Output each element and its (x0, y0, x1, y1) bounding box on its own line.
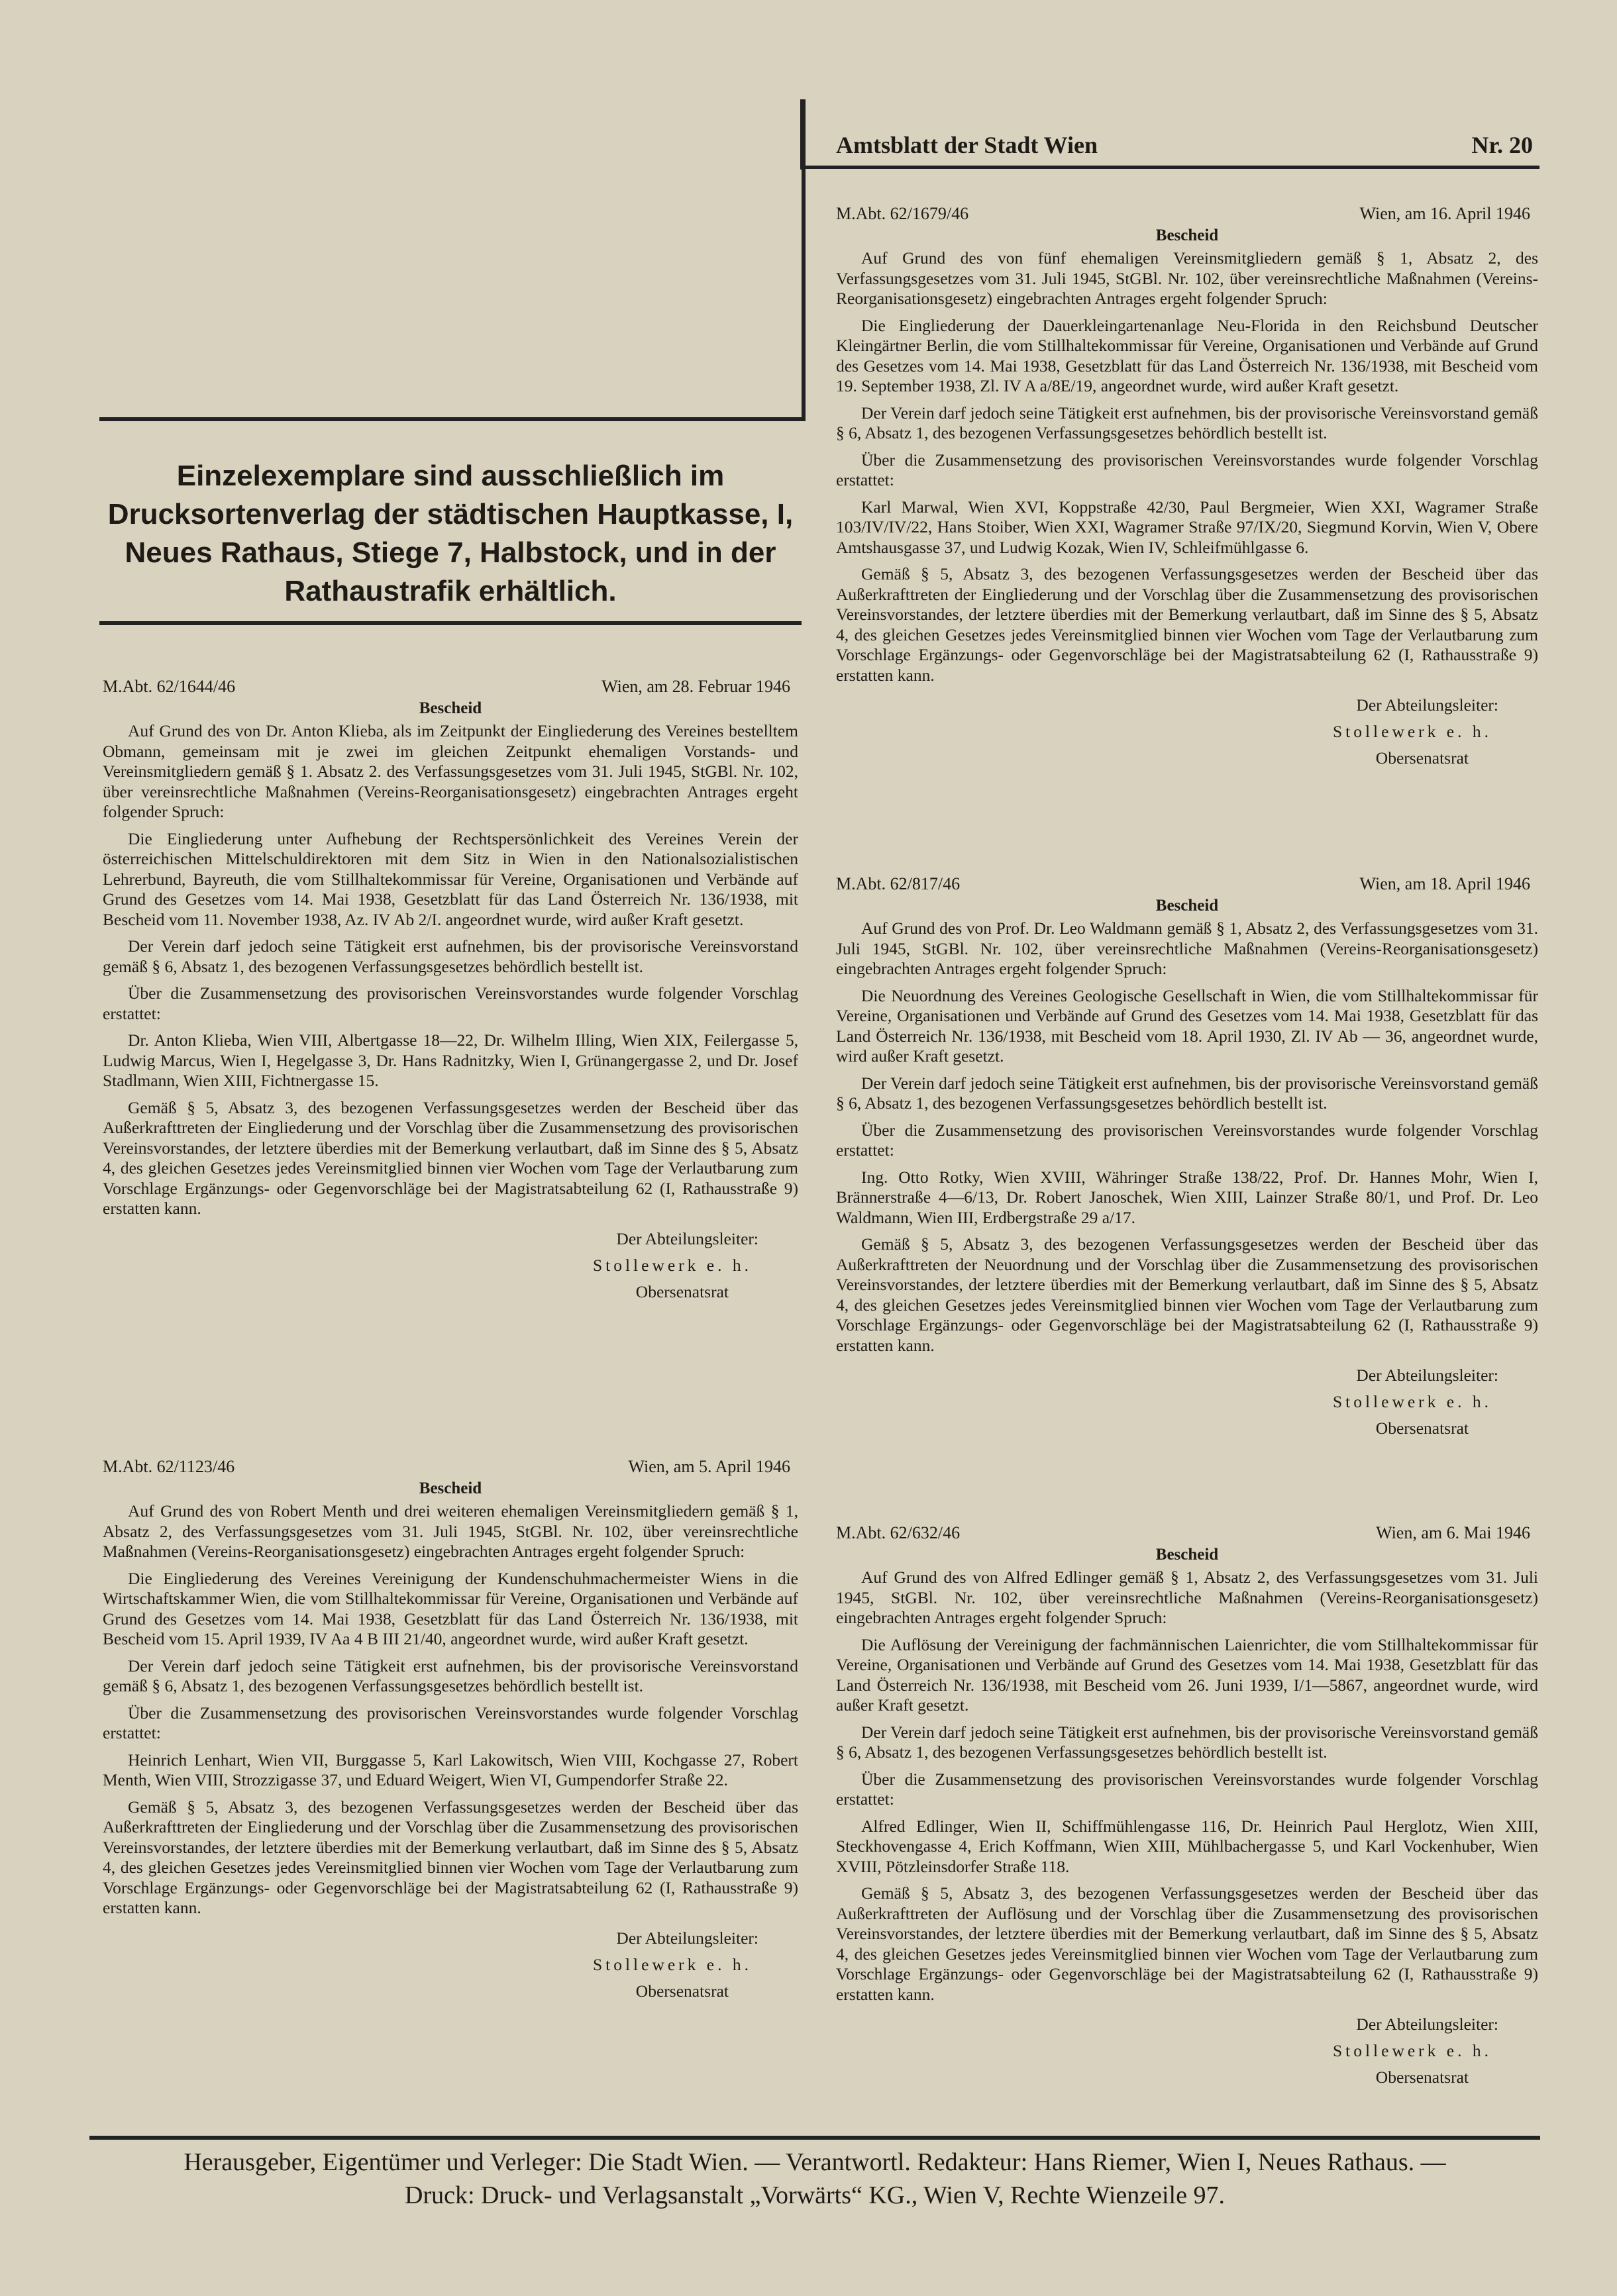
signature-role: Der Abteilungsleiter: (1356, 1366, 1498, 1385)
decision-meta (103, 1457, 798, 1477)
decision-paragraph: Gemäß § 5, Absatz 3, des bezogenen Verfassungsgesetzes werden der Bescheid über das Außerkrafttreten der Neuordnung und der Vorschlag über die Zusammensetzung des provisorischen Vereinsvorstandes, der letztere überdies mit der Bemerkung verlautbart, daß im Sinne des § 5, Absatz 4, des gleichen Gesetzes jedes Vereinsmitglied binnen vier Wochen vom Tage der Verlautbarung zum Vorschlage Ergänzungs- oder Gegenvorschläge bei der Magistratsabteilung 62 (I, Rathausstraße 9) erstatten kann. (836, 1234, 1538, 1355)
decision-paragraph: Auf Grund des von Alfred Edlinger gemäß § 1, Absatz 2, des Verfassungsgesetzes vom 31. Juli 1945, StGBl. Nr. 102, über vereinsrechtliche Maßnahmen (Vereins-Reorganisationsgesetz) eingebrachten Antrages ergeht folgender Spruch: (836, 1568, 1538, 1627)
decision-paragraph: Gemäß § 5, Absatz 3, des bezogenen Verfassungsgesetzes werden der Bescheid über das Außerkrafttreten der Eingliederung und der Vorschlag über die Zusammensetzung des provisorischen Vereinsvorstandes, der letztere überdies mit der Bemerkung verlautbart, daß im Sinne des § 5, Absatz 4, des gleichen Gesetzes jedes Vereinsmitglied binnen vier Wochen vom Tage der Verlautbarung zum Vorschlage Ergänzungs- oder Gegenvorschläge bei der Magistratsabteilung 62 (I, Rathausstraße 9) erstatten kann. (103, 1797, 798, 1917)
imprint-line: Druck: Druck- und Verlagsanstalt „Vorwärts“ KG., Wien V, Rechte Wienzeile 97. (405, 2181, 1225, 2209)
decision-ref: M.Abt. 62/632/46 (836, 1523, 961, 1542)
decision-paragraph: Der Verein darf jedoch seine Tätigkeit erst aufnehmen, bis der provisorische Vereinsvorstand gemäß § 6, Absatz 1, des bezogenen Verfassungsgesetzes behördlich bestellt ist. (836, 403, 1538, 442)
imprint (89, 2146, 1540, 2212)
decision-title: Bescheid (1155, 226, 1219, 244)
signature-rank: Obersenatsrat (635, 1981, 729, 2001)
notice-rule (99, 621, 802, 625)
decision-block (836, 204, 1538, 772)
decision-paragraph: Über die Zusammensetzung des provisorischen Vereinsvorstandes wurde folgender Vorschlag erstattet: (836, 450, 1538, 489)
decision-ref: M.Abt. 62/1679/46 (836, 204, 969, 223)
decision-paragraph: Über die Zusammensetzung des provisorischen Vereinsvorstandes wurde folgender Vorschlag erstattet: (836, 1769, 1538, 1809)
decision-paragraph: Die Eingliederung des Vereines Vereinigung der Kundenschuhmachermeister Wiens in die Wirtschaftskammer Wien, die vom Stillhaltekommissar für Vereine, Organisationen und Verbände auf Grund des Gesetzes vom 14. Mai 1938, Gesetzblatt für das Land Österreich Nr. 136/1938, mit Bescheid vom 15. April 1939, IV Aa 4 B III 21/40, angeordnet wurde, wird außer Kraft gesetzt. (103, 1568, 798, 1648)
decision-ref: M.Abt. 62/1644/46 (103, 677, 236, 696)
decision-paragraph: Gemäß § 5, Absatz 3, des bezogenen Verfassungsgesetzes werden der Bescheid über das Außerkrafttreten der Eingliederung und der Vorschlag über die Zusammensetzung des provisorischen Vereinsvorstandes, der letztere überdies mit der Bemerkung verlautbart, daß im Sinne des § 5, Absatz 4, des gleichen Gesetzes jedes Vereinsmitglied binnen vier Wochen vom Tage der Verlautbarung zum Vorschlage Ergänzungs- oder Gegenvorschläge bei der Magistratsabteilung 62 (I, Rathausstraße 9) erstatten kann. (103, 1097, 798, 1218)
signature-name: Stollewerk e. h. (592, 1954, 752, 1974)
decision-date: Wien, am 16. April 1946 (1359, 204, 1530, 223)
signature-rank: Obersenatsrat (1375, 748, 1469, 768)
decision-date: Wien, am 28. Februar 1946 (601, 677, 790, 696)
signature-rank: Obersenatsrat (1375, 1419, 1469, 1438)
signature-role: Der Abteilungsleiter: (616, 1928, 758, 1948)
decision-ref: M.Abt. 62/817/46 (836, 874, 961, 893)
signature-name: Stollewerk e. h. (1332, 2041, 1492, 2060)
decision-meta (836, 1523, 1538, 1544)
decision-meta (836, 204, 1538, 225)
decision-title: Bescheid (1155, 1545, 1219, 1564)
decision-block (836, 874, 1538, 1442)
notice-text: Einzelexemplare sind ausschließlich im Drucksortenverlag der städtischen Hauptkasse, I, Neues Rathaus, Stiege 7, Halbstock, und in der Rathaustrafik erhältlich. (107, 460, 794, 607)
decision-block (836, 1523, 1538, 2091)
decision-paragraph: Der Verein darf jedoch seine Tätigkeit erst aufnehmen, bis der provisorische Vereinsvorstand gemäß § 6, Absatz 1, des bezogenen Verfassungsgesetzes behördlich bestellt ist. (836, 1073, 1538, 1113)
header-title: Amtsblatt der Stadt Wien (836, 132, 1098, 158)
decision-paragraph: Heinrich Lenhart, Wien VII, Burggasse 5, Karl Lakowitsch, Wien VIII, Kochgasse 27, Robert Menth, Wien VIII, Strozzigasse 37, und Eduard Weigert, Wien VI, Gumpendorfer Straße 22. (103, 1750, 798, 1789)
decision-paragraph: Gemäß § 5, Absatz 3, des bezogenen Verfassungsgesetzes werden der Bescheid über das Außerkrafttreten der Auflösung und der Vorschlag über die Zusammensetzung des provisorischen Vereinsvorstandes, der letztere überdies mit der Bemerkung verlautbart, daß im Sinne des § 5, Absatz 4, des gleichen Gesetzes jedes Vereinsmitglied binnen vier Wochen vom Tage der Verlautbarung zum Vorschlage Ergänzungs- oder Gegenvorschläge bei der Magistratsabteilung 62 (I, Rathausstraße 9) erstatten kann. (836, 1883, 1538, 2004)
decision-date: Wien, am 6. Mai 1946 (1376, 1523, 1530, 1542)
signature (103, 1226, 798, 1305)
decision-paragraph: Die Eingliederung der Dauerkleingartenanlage Neu-Florida in den Reichsbund Deutscher Kleingärtner Berlin, die vom Stillhaltekommissar für Vereine, Organisationen und Verbände auf Grund des Gesetzes vom 14. Mai 1938, Gesetzblatt für das Land Österreich Nr. 136/1938, mit Bescheid vom 19. September 1938, Zl. IV A a/8E/19, angeordnet wurde, wird außer Kraft gesetzt. (836, 315, 1538, 395)
decision-paragraph: Auf Grund des von Robert Menth und drei weiteren ehemaligen Vereinsmitgliedern gemäß § 1, Absatz 2, des Verfassungsgesetzes vom 31. Juli 1945, StGBl. Nr. 102, über vereinsrechtliche Maßnahmen (Vereins-Reorganisationsgesetz) eingebrachten Antrages ergeht folgender Spruch: (103, 1501, 798, 1561)
signature-name: Stollewerk e. h. (1332, 1392, 1492, 1411)
decision-paragraph: Über die Zusammensetzung des provisorischen Vereinsvorstandes wurde folgender Vorschlag erstattet: (103, 1703, 798, 1742)
decision-paragraph: Die Neuordnung des Vereines Geologische Gesellschaft in Wien, die vom Stillhaltekommissar für Vereine, Organisationen und Verbände auf Grund des Gesetzes vom 14. Mai 1938, Gesetzblatt für das Land Österreich Nr. 136/1938, mit Bescheid vom 18. April 1930, Zl. IV Ab — 36, angeordnet wurde, wird außer Kraft gesetzt. (836, 985, 1538, 1066)
decision-paragraph: Auf Grund des von Dr. Anton Klieba, als im Zeitpunkt der Eingliederung des Vereines bestelltem Obmann, gemeinsam mit je zwei im gleichen Zeitpunkt ehemaligen Vorstands- und Vereinsmitgliedern gemäß § 1. Absatz 2. des Verfassungsgesetzes vom 31. Juli 1945, StGBl. Nr. 102, über vereinsrechtliche Maßnahmen (Vereins-Reorganisationsgesetz) eingebrachten Antrages ergeht folgender Spruch: (103, 721, 798, 821)
decision-title: Bescheid (419, 699, 482, 717)
signature-name: Stollewerk e. h. (592, 1255, 752, 1275)
signature-name: Stollewerk e. h. (1332, 722, 1492, 741)
decision-paragraph: Ing. Otto Rotky, Wien XVIII, Währinger Straße 138/22, Prof. Dr. Hannes Mohr, Wien I, Brännerstraße 4—6/13, Dr. Robert Janoschek, Wien XIII, Lainzer Straße 80/1, und Prof. Dr. Leo Waldmann, Wien III, Erdbergstraße 29 a/17. (836, 1167, 1538, 1227)
decision-meta (836, 874, 1538, 895)
decision-paragraph: Die Eingliederung unter Aufhebung der Rechtspersönlichkeit des Vereines Verein der österreichischen Mittelschuldirektoren mit dem Sitz in Wien in den Nationalsozialistischen Lehrerbund, Bayreuth, die vom Stillhaltekommissar für Vereine, Organisationen und Verbände auf Grund des Gesetzes vom 14. Mai 1938, Gesetzblatt für das Land Österreich Nr. 136/1938, mit Bescheid vom 11. November 1938, Az. IV Ab 2/I. angeordnet wurde, wird außer Kraft gesetzt. (103, 828, 798, 929)
decision-paragraph: Die Auflösung der Vereinigung der fachmännischen Laienrichter, die vom Stillhaltekommissar für Vereine, Organisationen und Verbände auf Grund des Gesetzes vom 14. Mai 1938, Gesetzblatt für das Land Österreich Nr. 136/1938, mit Bescheid vom 26. Juni 1939, I/1—5867, angeordnet wurde, wird außer Kraft gesetzt. (836, 1634, 1538, 1715)
header-number: Nr. 20 (1471, 132, 1533, 158)
decision-paragraph: Dr. Anton Klieba, Wien VIII, Albertgasse 18—22, Dr. Wilhelm Illing, Wien XIX, Feilergasse 5, Ludwig Marcus, Wien I, Hegelgasse 3, Dr. Hans Radnitzky, Wien I, Grünangergasse 2, und Dr. Josef Stadlmann, Wien XIII, Fichtnergasse 15. (103, 1030, 798, 1090)
signature (836, 1362, 1538, 1442)
decision-paragraph: Auf Grund des von Prof. Dr. Leo Waldmann gemäß § 1, Absatz 2, des Verfassungsgesetzes vom 31. Juli 1945, StGBl. Nr. 102, über vereinsrechtliche Maßnahmen (Vereins-Reorganisationsgesetz) eingebrachten Antrages ergeht folgender Spruch: (836, 919, 1538, 978)
decision-paragraph: Der Verein darf jedoch seine Tätigkeit erst aufnehmen, bis der provisorische Vereinsvorstand gemäß § 6, Absatz 1, des bezogenen Verfassungsgesetzes behördlich bestellt ist. (103, 936, 798, 976)
page-header (804, 126, 1539, 169)
decision-paragraph: Gemäß § 5, Absatz 3, des bezogenen Verfassungsgesetzes werden der Bescheid über das Außerkrafttreten der Eingliederung und der Vorschlag über die Zusammensetzung des provisorischen Vereinsvorstandes, der letztere überdies mit der Bemerkung verlautbart, daß im Sinne des § 5, Absatz 4, des gleichen Gesetzes jedes Vereinsmitglied binnen vier Wochen vom Tage der Verlautbarung zum Vorschlage Ergänzungs- oder Gegenvorschläge bei der Magistratsabteilung 62 (I, Rathausstraße 9) erstatten kann. (836, 564, 1538, 685)
imprint-line: Herausgeber, Eigentümer und Verleger: Die Stadt Wien. — Verantwortl. Redakteur: Hans Riemer, Wien I, Neues Rathaus. — (183, 2148, 1446, 2176)
signature-role: Der Abteilungsleiter: (1356, 695, 1498, 715)
decision-meta (103, 677, 798, 697)
signature-rank: Obersenatsrat (1375, 2068, 1469, 2087)
decision-title: Bescheid (419, 1479, 482, 1497)
decision-title: Bescheid (1155, 896, 1219, 915)
signature (103, 1925, 798, 2005)
decision-block (103, 1457, 798, 2005)
decision-paragraph: Alfred Edlinger, Wien II, Schiffmühlengasse 116, Dr. Heinrich Paul Herglotz, Wien XIII, Steckhovengasse 4, Erich Koffmann, Wien XIII, Mühlbachergasse 5, und Karl Vockenhuber, Wien XVIII, Pötzleinsdorfer Straße 118. (836, 1816, 1538, 1876)
decision-date: Wien, am 18. April 1946 (1359, 874, 1530, 893)
decision-ref: M.Abt. 62/1123/46 (103, 1457, 235, 1476)
decision-paragraph: Karl Marwal, Wien XVI, Koppstraße 42/30, Paul Bergmeier, Wien XXI, Wagramer Straße 103/IV/IV/22, Hans Stoiber, Wien XXI, Wagramer Straße 97/IX/20, Siegmund Korvin, Wien V, Obere Amtshausgasse 37, und Ludwig Kozak, Wien IV, Schleifmühlgasse 6. (836, 497, 1538, 557)
signature-role: Der Abteilungsleiter: (1356, 2015, 1498, 2034)
decision-paragraph: Über die Zusammensetzung des provisorischen Vereinsvorstandes wurde folgender Vorschlag erstattet: (836, 1120, 1538, 1160)
signature (836, 2011, 1538, 2091)
decision-paragraph: Über die Zusammensetzung des provisorischen Vereinsvorstandes wurde folgender Vorschlag erstattet: (103, 983, 798, 1023)
signature-rank: Obersenatsrat (635, 1281, 729, 1301)
signature (836, 692, 1538, 772)
decision-paragraph: Der Verein darf jedoch seine Tätigkeit erst aufnehmen, bis der provisorische Vereinsvorstand gemäß § 6, Absatz 1, des bezogenen Verfassungsgesetzes behördlich bestellt ist. (836, 1722, 1538, 1762)
signature-role: Der Abteilungsleiter: (616, 1228, 758, 1248)
decision-paragraph: Der Verein darf jedoch seine Tätigkeit erst aufnehmen, bis der provisorische Vereinsvorstand gemäß § 6, Absatz 1, des bezogenen Verfassungsgesetzes behördlich bestellt ist. (103, 1656, 798, 1695)
footer-rule (89, 2136, 1540, 2140)
decision-date: Wien, am 5. April 1946 (628, 1457, 790, 1476)
decision-paragraph: Auf Grund des von fünf ehemaligen Vereinsmitgliedern gemäß § 1, Absatz 2, des Verfassungsgesetzes vom 31. Juli 1945, StGBl. Nr. 102, über vereinsrechtliche Maßnahmen (Vereins-Reorganisationsgesetz) eingebrachten Antrages ergeht folgender Spruch: (836, 248, 1538, 308)
blank-box (99, 99, 806, 421)
decision-block (103, 677, 798, 1305)
